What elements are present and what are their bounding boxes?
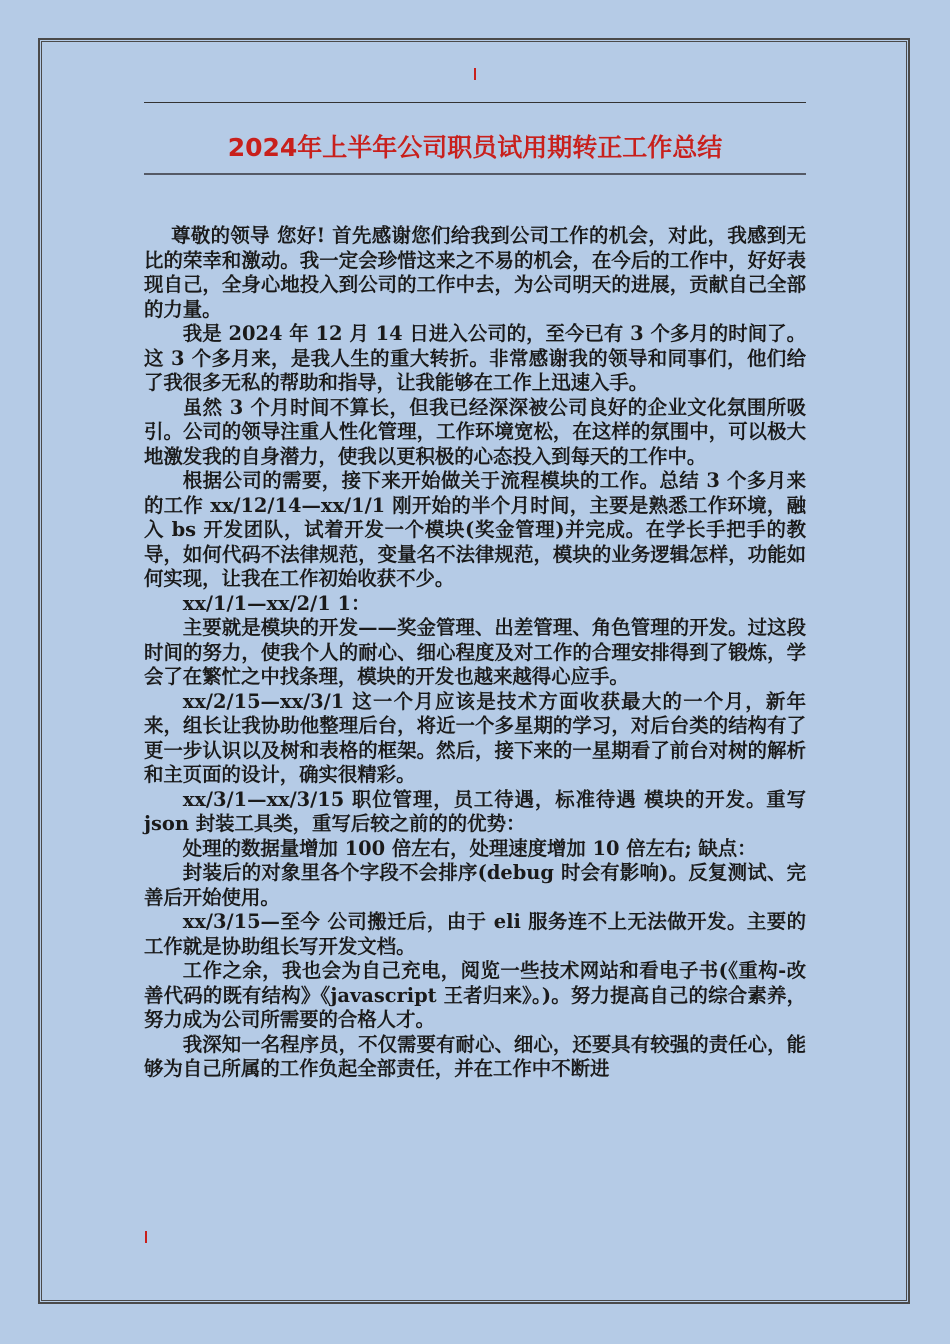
paragraph-json-rewrite: xx/3/1—xx/3/15 职位管理，员工待遇，标准待遇 模块的开发。重写 json 封装工具类，重写后较之前的的优势： [144, 787, 806, 835]
paragraph-greeting: 尊敬的领导 您好! 首先感谢您们给我到公司工作的机会，对此，我感到无比的荣幸和激动。我一定会珍惜这来之不易的机会，在今后的工作中，好好表现自己，全身心地投入到公司的工作中去，为公司明天的进展，贡献自己全部的力量。 [144, 224, 806, 321]
paragraph-self-study: 工作之余，我也会为自己充电，阅览一些技术网站和看电子书(《重构-改善代码的既有结构》《javascript 王者归来》。)。努力提高自己的综合素养，努力成为公司所需要的合格人才。 [144, 959, 806, 1031]
paragraph-first-month: 根据公司的需要，接下来开始做关于流程模块的工作。总结 3 个多月来的工作 xx/12/14—xx/1/1 刚开始的半个月时间，主要是熟悉工作环境，融入 bs 开发团队，试着开发一个模块(奖金管理)并完成。在学长手把手的教导，如何代码不法律规范，变量名不法律规范，模块的业务逻辑怎样，功能如何实现，让我在工作初始收获不少。 [144, 469, 806, 590]
paragraph-period-heading: xx/1/1—xx/2/1 1： [182, 591, 371, 615]
document-title: 2024年上半年公司职员试用期转正工作总结 [227, 133, 723, 162]
paragraph-drawbacks: 封装后的对象里各个字段不会排序(debug 时会有影响)。反复测试、完善后开始使用。 [144, 861, 806, 909]
paragraph-relocation: xx/3/15—至今 公司搬迁后，由于 eli 服务连不上无法做开发。主要的工作就是协助组长写开发文档。 [144, 910, 806, 958]
paragraph-tech-month: xx/2/15—xx/3/1 这一个月应该是技术方面收获最大的一个月，新年来，组长让我协助他整理后台，将近一个多星期的学习，对后台类的结构有了更一步认识以及树和表格的框架。然后，接下来的一星期看了前台对树的解析和主页面的设计，确实很精彩。 [144, 689, 806, 786]
title-underline [144, 173, 806, 175]
paragraph-responsibility: 我深知一名程序员，不仅需要有耐心、细心，还要具有较强的责任心，能够为自己所属的工作负起全部责任，并在工作中不断进 [144, 1032, 806, 1080]
paragraph-advantages: 处理的数据量增加 100 倍左右，处理速度增加 10 倍左右; 缺点： [182, 836, 757, 860]
header-mark [474, 68, 476, 80]
footer-mark [145, 1231, 147, 1243]
document-body [144, 224, 806, 1082]
header-rule [144, 102, 806, 103]
paragraph-module-dev: 主要就是模块的开发——奖金管理、出差管理、角色管理的开发。过这段时间的努力，使我个人的耐心、细心程度及对工作的合理安排得到了锻炼，学会了在繁忙之中找条理，模块的开发也越来越得心应手。 [144, 616, 806, 688]
paragraph-culture: 虽然 3 个月时间不算长，但我已经深深被公司良好的企业文化氛围所吸引。公司的领导注重人性化管理，工作环境宽松，在这样的氛围中，可以极大地激发我的自身潜力，使我以更积极的心态投入到每天的工作中。 [144, 395, 806, 468]
paragraph-start-date: 我是 2024 年 12 月 14 日进入公司的，至今已有 3 个多月的时间了。这 3 个多月来，是我人生的重大转折。非常感谢我的领导和同事们，他们给了我很多无私的帮助和指导，让我能够在工作上迅速入手。 [144, 322, 806, 394]
